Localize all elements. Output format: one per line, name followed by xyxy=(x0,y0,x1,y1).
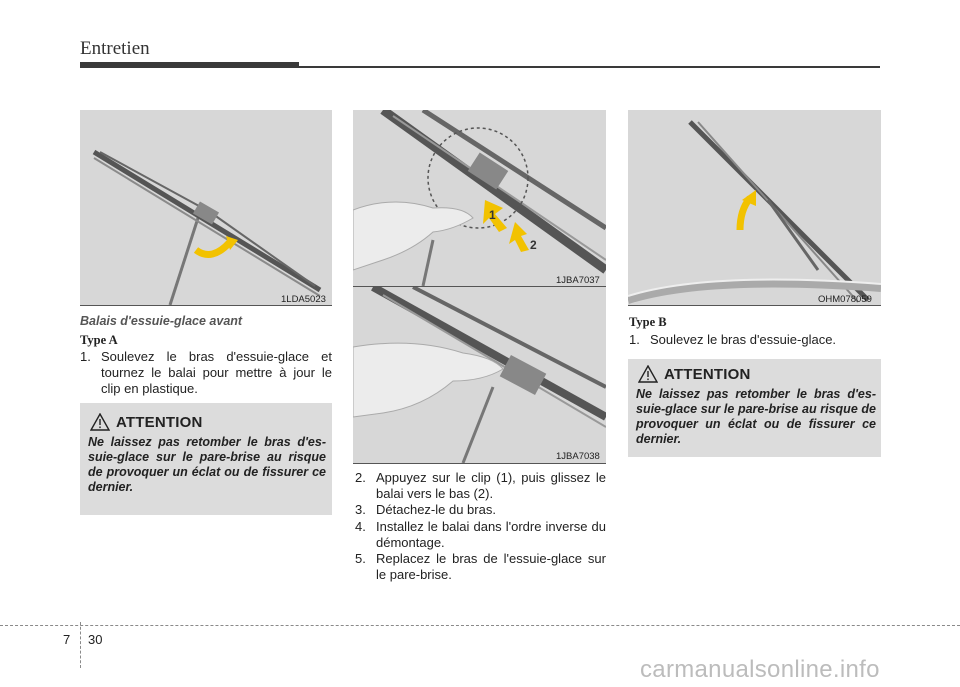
page-header-title: Entretien xyxy=(80,38,150,59)
figure-wiper-type-b xyxy=(628,110,881,305)
hand-illustration xyxy=(353,343,503,417)
type-b-label: Type B xyxy=(629,315,667,329)
callout-1: 1 xyxy=(489,208,496,222)
attention-box-left xyxy=(80,403,332,515)
footer-separator xyxy=(80,622,81,668)
step-text: Replacez le bras de l'essuie-glace sur le pare-brise. xyxy=(376,551,606,582)
figure-clip-press xyxy=(353,110,606,286)
footer-rule xyxy=(0,625,960,626)
figure-underline xyxy=(628,305,881,306)
step-text: Appuyez sur le clip (1), puis glissez le balai vers le bas (2). xyxy=(376,470,606,501)
step-item xyxy=(355,551,606,583)
figure-code-2: 1JBA7037 xyxy=(556,275,600,286)
arrow-2-icon xyxy=(509,222,529,252)
figure-code-1: 1LDA5023 xyxy=(281,294,326,305)
step-number: 4. xyxy=(355,519,366,534)
step-item xyxy=(355,470,606,502)
attention-box-right xyxy=(628,359,881,457)
step-item xyxy=(355,502,606,518)
type-a-label: Type A xyxy=(80,333,118,347)
step-text: Soulevez le bras d'essuie-glace. xyxy=(650,332,837,347)
step-text: Installez le balai dans l'ordre inverse du démontage. xyxy=(376,519,606,550)
page-number: 30 xyxy=(88,632,103,647)
rotate-arrow-icon xyxy=(196,242,230,255)
hand-illustration xyxy=(353,202,473,270)
figure-code-4: OHM078059 xyxy=(818,294,872,305)
step-number: 1. xyxy=(80,349,91,364)
step-number: 2. xyxy=(355,470,366,485)
warning-triangle-icon xyxy=(638,365,658,383)
chapter-number: 7 xyxy=(63,632,71,647)
attention-text: Ne laissez pas retomber le bras d'es-suie-glace sur le pare-brise au risque de provoquer un éclat ou de fissurer ce dernier. xyxy=(88,435,326,494)
step-text: Détachez-le du bras. xyxy=(376,502,496,517)
header-rule-thin xyxy=(299,66,880,68)
step-number: 5. xyxy=(355,551,366,566)
callout-2: 2 xyxy=(530,238,537,252)
attention-title: ATTENTION xyxy=(116,413,203,431)
step-number: 3. xyxy=(355,502,366,517)
step-item xyxy=(355,519,606,551)
step-item xyxy=(629,332,880,348)
attention-text: Ne laissez pas retomber le bras d'es-suie-glace sur le pare-brise au risque de provoquer un éclat ou de fissurer ce dernier. xyxy=(636,387,876,446)
figure-blade-slide xyxy=(353,287,606,463)
step-number: 1. xyxy=(629,332,640,347)
step-text: Soulevez le bras d'essuie-glace et tournez le balai pour mettre à jour le clip en plastique. xyxy=(101,349,332,396)
lift-arrow-icon xyxy=(740,198,750,230)
warning-triangle-icon xyxy=(90,413,110,431)
step-item xyxy=(80,349,332,397)
figure-code-3: 1JBA7038 xyxy=(556,451,600,462)
header-rule-thick xyxy=(80,62,299,68)
figure-wiper-type-a xyxy=(80,110,332,305)
attention-title: ATTENTION xyxy=(664,365,751,383)
figure-underline xyxy=(80,305,332,306)
figure-underline xyxy=(353,463,606,464)
watermark: carmanualsonline.info xyxy=(640,656,880,683)
section-title: Balais d'essuie-glace avant xyxy=(80,314,243,328)
